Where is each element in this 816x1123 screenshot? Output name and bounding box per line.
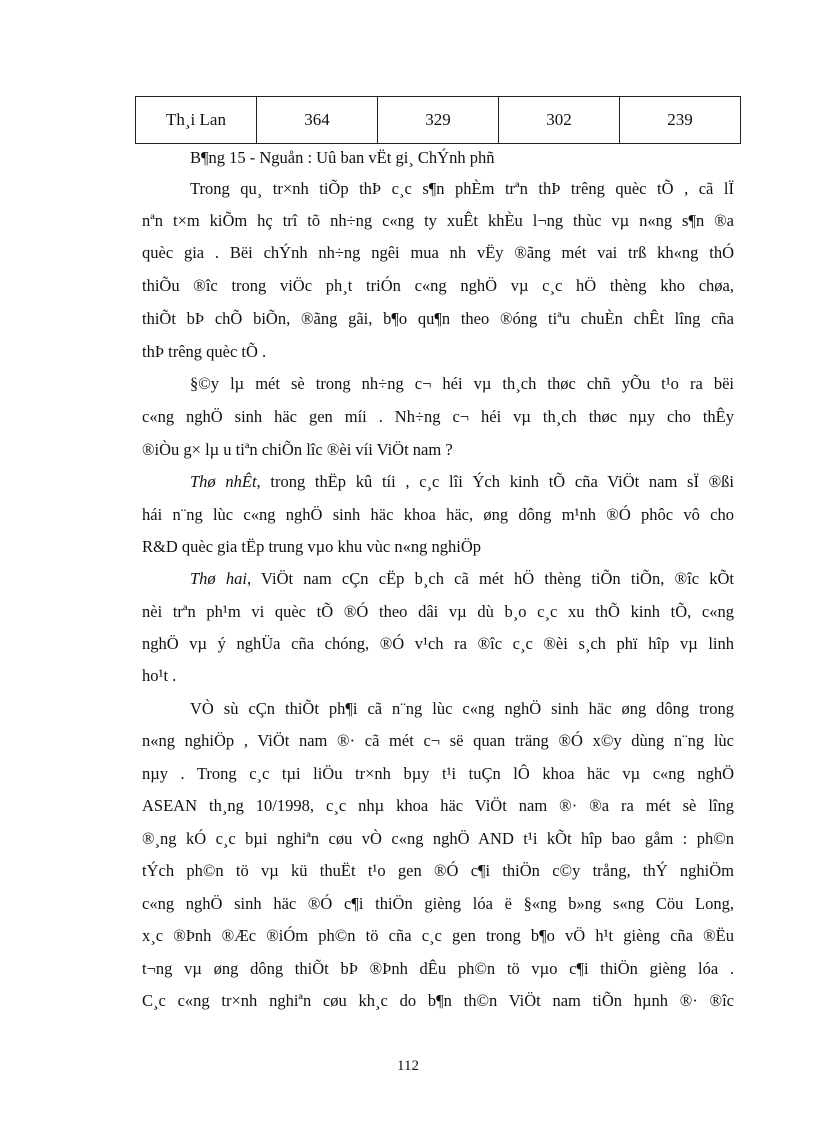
paragraph-line-text: , ViÖt nam cÇn cËp b¸ch cã mét hÖ thèng tiÕn tiÕn, ®îc kÕt xyxy=(247,569,734,588)
paragraph-line: c«ng nghÖ sinh häc ®Ó c¶i thiÖn gièng lóa ë §«ng b»ng s«ng Cöu Long, xyxy=(142,894,734,913)
paragraph-line: nèi trªn ph¹m vi quèc tÕ ®Ó theo dâi vµ dù b¸o c¸c xu thÕ kinh tÕ, c«ng xyxy=(142,602,734,621)
paragraph-line-text: , trong thËp kû tíi , c¸c lîi Ých kinh tÕ cña ViÖt nam sÏ ®ßi xyxy=(256,472,735,491)
paragraph-line xyxy=(142,470,734,494)
table-cell-value: 329 xyxy=(378,97,499,144)
table-cell-value: 302 xyxy=(499,97,620,144)
paragraph-line: ASEAN th¸ng 10/1998, c¸c nhµ khoa häc ViÖt nam ®· ®a ra mét sè lîng xyxy=(142,796,734,815)
table-cell-value: 364 xyxy=(257,97,378,144)
paragraph-line: hái n¨ng lùc c«ng nghÖ sinh häc khoa häc, øng dông m¹nh ®Ó phôc vô cho xyxy=(142,505,734,524)
paragraph-line: n«ng nghiÖp , ViÖt nam ®· cã mét c¬ së quan träng ®Ó x©y dùng n¨ng lùc xyxy=(142,731,734,750)
paragraph-line: nghÖ vµ ý nghÜa cña chóng, ®Ó v¹ch ra ®îc c¸c ®èi s¸ch phï hîp vµ linh xyxy=(142,634,734,653)
paragraph-line: quèc gia . Bëi chÝnh nh÷ng ngêi mua nh vËy ®ãng mét vai trß kh«ng thÓ xyxy=(142,243,734,262)
paragraph-line: nµy . Trong c¸c tµi liÖu tr×nh bµy t¹i tuÇn lÔ khoa häc vµ c«ng nghÖ xyxy=(142,764,734,783)
summary-table xyxy=(135,96,741,144)
table-cell-value: 239 xyxy=(620,97,741,144)
paragraph-line: t¬ng vµ øng dông thiÕt bÞ ®Þnh dÊu ph©n tö vµo c¶i thiÖn gièng lóa . xyxy=(142,959,734,978)
ordinal-lead: Thø hai xyxy=(190,569,247,588)
page-number: 112 xyxy=(397,1058,419,1074)
paragraph-line: thiÕt bÞ chÕ biÕn, ®ãng gãi, b¶o qu¶n theo ®óng tiªu chuÈn chÊt lîng cña xyxy=(142,309,734,328)
paragraph-line xyxy=(142,567,734,591)
table-cell-country: Th¸i Lan xyxy=(136,97,257,144)
paragraph-line: c«ng nghÖ sinh häc gen míi . Nh÷ng c¬ héi vµ th¸ch thøc nµy cho thÊy xyxy=(142,407,734,426)
paragraph-line: thiÕu ®îc trong viÖc ph¸t triÓn c«ng nghÖ vµ c¸c hÖ thèng kho chøa, xyxy=(142,276,734,295)
paragraph-line: ®¸ng kÓ c¸c bµi nghiªn cøu vÒ c«ng nghÖ AND t¹i kÕt hîp bao gåm : ph©n xyxy=(142,829,734,848)
paragraph-line: ho¹t . xyxy=(142,666,177,685)
paragraph-line: x¸c ®Þnh ®Æc ®iÓm ph©n tö cña c¸c gen trong b¶o vÖ h¹t gièng cña ®Ëu xyxy=(142,926,734,945)
table-caption: B¶ng 15 - Nguån : Uû ban vËt gi¸ ChÝnh phñ xyxy=(190,148,495,167)
table-row xyxy=(136,97,741,144)
paragraph-line: thÞ trêng quèc tÕ . xyxy=(142,342,267,361)
paragraph-line: ®iÒu g× lµ u tiªn chiÕn lîc ®èi víi ViÖt nam ? xyxy=(142,440,453,459)
ordinal-lead: Thø nhÊt xyxy=(190,472,257,491)
paragraph-line: §©y lµ mét sè trong nh÷ng c¬ héi vµ th¸ch thøc chñ yÕu t¹o ra bëi xyxy=(190,374,734,393)
paragraph-line: Trong qu¸ tr×nh tiÕp thÞ c¸c s¶n phÈm trªn thÞ trêng quèc tÕ , cã lÏ xyxy=(190,179,734,198)
paragraph-line: C¸c c«ng tr×nh nghiªn cøu kh¸c do b¶n th©n ViÖt nam tiÕn hµnh ®· ®îc xyxy=(142,991,734,1010)
paragraph-line: nªn t×m kiÕm hç trî tõ nh÷ng c«ng ty xuÊt khÈu l¬ng thùc vµ n«ng s¶n ®a xyxy=(142,211,734,230)
paragraph-line: VÒ sù cÇn thiÕt ph¶i cã n¨ng lùc c«ng nghÖ sinh häc øng dông trong xyxy=(190,699,734,718)
paragraph-line: R&D quèc gia tËp trung vµo khu vùc n«ng nghiÖp xyxy=(142,537,482,556)
paragraph-line: tÝch ph©n tö vµ kü thuËt t¹o gen ®Ó c¶i thiÖn c©y trång, thÝ nghiÖm xyxy=(142,861,734,880)
